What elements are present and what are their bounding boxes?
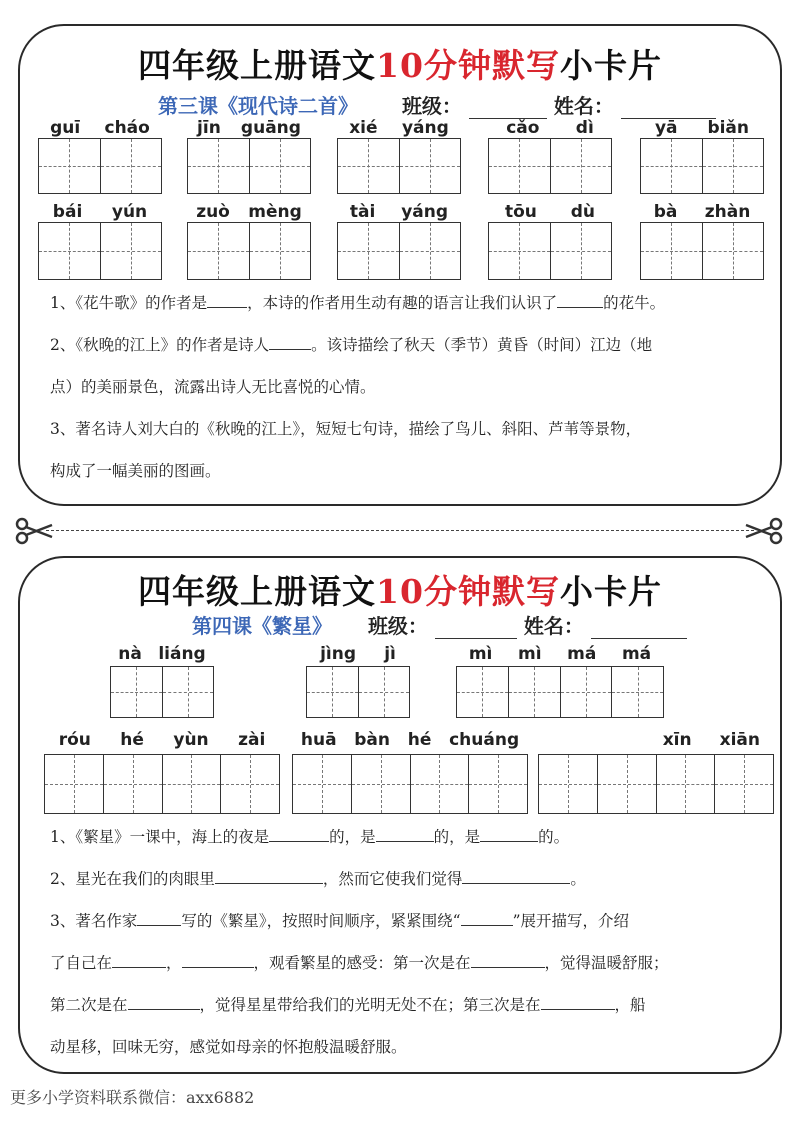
writing-box[interactable] (641, 139, 702, 193)
question-text: ，船 (614, 996, 646, 1014)
question-text: 的花牛。 (603, 294, 666, 312)
card-lesson-4 (18, 556, 782, 1074)
question-3-cont (50, 942, 760, 984)
writing-box[interactable] (468, 755, 527, 813)
question-text: ，本诗的作者用生动有趣的语言让我们认识了 (247, 294, 558, 312)
pinyin: zhàn (704, 202, 751, 222)
writing-box[interactable] (188, 139, 249, 193)
card-info (192, 610, 687, 639)
footer-contact: 更多小学资料联系微信：axx6882 (10, 1088, 255, 1107)
word-group (640, 114, 764, 194)
writing-box[interactable] (489, 139, 550, 193)
pinyin: tài (349, 202, 376, 222)
word-group (110, 640, 214, 718)
pinyin: mèng (248, 202, 302, 222)
answer-blank[interactable] (541, 995, 615, 1010)
answer-blank[interactable] (269, 335, 311, 350)
writing-box[interactable] (188, 223, 249, 279)
pinyin: chuáng (449, 730, 520, 750)
writing-box[interactable] (641, 223, 702, 279)
question-2-cont (50, 366, 760, 408)
answer-blank[interactable] (128, 995, 200, 1010)
pinyin: guāng (240, 118, 301, 138)
writing-box[interactable] (539, 755, 597, 813)
question-3 (50, 408, 760, 450)
lesson-title: 第三课《现代诗二首》 (158, 94, 358, 118)
question-2 (50, 858, 760, 900)
pinyin: yùn (173, 730, 209, 750)
question-text: 。该诗描绘了秋天（季节）黄昏（时间）江边（地 (311, 336, 653, 354)
question-3 (50, 900, 760, 942)
question-text: 3、著名作家 (50, 912, 138, 930)
pinyin: hé (120, 730, 144, 750)
question-2 (50, 324, 760, 366)
answer-blank[interactable] (215, 869, 323, 884)
word-group (38, 114, 162, 194)
pinyin: huā (300, 730, 337, 750)
writing-box[interactable] (338, 139, 399, 193)
pinyin: bà (653, 202, 678, 222)
writing-box[interactable] (307, 667, 358, 717)
pinyin: yáng (401, 118, 449, 138)
card-lesson-3 (18, 24, 782, 506)
question-text: ，觉得温暖舒服； (544, 954, 669, 972)
title-text: 四年级上册语文 (138, 46, 377, 85)
word-group (456, 640, 664, 718)
word-group (488, 198, 612, 280)
question-text: 的。 (538, 828, 570, 846)
answer-blank[interactable] (471, 953, 545, 968)
question-text: ，观看繁星的感受：第一次是在 (253, 954, 471, 972)
pinyin: má (621, 644, 652, 664)
title-text: 四年级上册语文 (138, 572, 377, 611)
writing-box[interactable] (457, 667, 508, 717)
class-blank[interactable] (435, 618, 517, 639)
word-group (488, 114, 612, 194)
pinyin: bàn (354, 730, 391, 750)
scissors-icon (744, 517, 784, 545)
question-text: 的，是 (329, 828, 376, 846)
question-text: ，觉得星星带给我们的光明无处不在；第三次是在 (199, 996, 541, 1014)
writing-box[interactable] (550, 223, 612, 279)
question-1 (50, 282, 760, 324)
question-text: 了自己在 (50, 954, 113, 972)
question-text: 3、著名诗人刘大白的《秋晚的江上》，短短七句诗，描绘了鸟儿、斜阳、芦苇等景物， (50, 420, 642, 438)
question-text: 的，是 (433, 828, 481, 846)
pinyin: yā (654, 118, 678, 138)
question-3-cont (50, 1026, 760, 1068)
writing-box[interactable] (39, 139, 100, 193)
pinyin: dì (575, 118, 594, 138)
word-group (292, 726, 528, 814)
pinyin: biǎn (707, 118, 750, 138)
writing-box[interactable] (399, 139, 461, 193)
pinyin: cháo (104, 118, 150, 138)
class-label: 班级： (401, 94, 462, 118)
questions (50, 282, 760, 492)
word-group (337, 114, 461, 194)
title-highlight: 10分钟默写 (376, 46, 560, 85)
name-blank[interactable] (591, 618, 687, 639)
question-text: ”展开描写，介绍 (512, 912, 629, 930)
writing-box[interactable] (39, 223, 100, 279)
title-suffix: 小卡片 (559, 46, 662, 85)
question-text: 。 (570, 870, 586, 888)
answer-blank[interactable] (462, 869, 570, 884)
title-suffix: 小卡片 (559, 572, 662, 611)
answer-blank[interactable] (480, 827, 538, 842)
writing-box[interactable] (100, 223, 162, 279)
pinyin: zài (238, 730, 266, 750)
word-group (306, 640, 410, 718)
writing-box[interactable] (45, 755, 103, 813)
writing-box[interactable] (550, 139, 612, 193)
word-group (337, 198, 461, 280)
word-group (44, 726, 280, 814)
pinyin: liáng (158, 644, 206, 664)
answer-blank[interactable] (376, 827, 434, 842)
writing-box[interactable] (656, 755, 715, 813)
answer-blank[interactable] (207, 293, 247, 308)
question-3-cont (50, 450, 760, 492)
writing-box[interactable] (100, 139, 162, 193)
pinyin: mì (517, 644, 542, 664)
pinyin: xié (349, 118, 378, 138)
answer-blank[interactable] (461, 911, 513, 926)
pinyin: jīn (197, 118, 221, 138)
question-text: 动星移，回味无穷，感觉如母亲的怀抱般温暖舒服。 (50, 1038, 407, 1056)
word-group (640, 198, 764, 280)
question-text: 2、星光在我们的肉眼里 (50, 870, 215, 888)
writing-box[interactable] (714, 755, 773, 813)
writing-box[interactable] (611, 667, 663, 717)
writing-box[interactable] (410, 755, 469, 813)
pinyin: xiān (719, 730, 760, 750)
question-3-cont (50, 984, 760, 1026)
writing-box[interactable] (111, 667, 162, 717)
pinyin: yún (111, 202, 148, 222)
writing-box[interactable] (249, 139, 311, 193)
word-group (187, 114, 311, 194)
class-label: 班级： (367, 614, 428, 638)
answer-blank[interactable] (557, 293, 603, 308)
answer-blank[interactable] (112, 953, 166, 968)
question-text: ，然而它使我们觉得 (322, 870, 463, 888)
word-group (38, 198, 162, 280)
writing-box[interactable] (103, 755, 162, 813)
answer-blank[interactable] (269, 827, 329, 842)
cut-line (46, 530, 754, 531)
writing-box[interactable] (220, 755, 279, 813)
question-text: 1、《花牛歌》的作者是 (50, 294, 208, 312)
answer-blank[interactable] (182, 953, 254, 968)
scissors-icon (14, 517, 54, 545)
word-group (538, 726, 774, 814)
writing-box[interactable] (508, 667, 560, 717)
question-text: 点）的美丽景色，流露出诗人无比喜悦的心情。 (50, 378, 376, 396)
pinyin: jì (384, 644, 396, 664)
writing-box[interactable] (489, 223, 550, 279)
title-highlight: 10分钟默写 (376, 572, 560, 611)
questions (50, 816, 760, 1068)
writing-box[interactable] (597, 755, 656, 813)
question-text: 写的《繁星》，按照时间顺序，紧紧围绕“ (181, 912, 461, 930)
pinyin: hé (407, 730, 432, 750)
pinyin: cǎo (506, 118, 540, 138)
writing-box[interactable] (162, 667, 214, 717)
pinyin: mì (468, 644, 493, 664)
writing-box[interactable] (399, 223, 461, 279)
pinyin: róu (58, 730, 91, 750)
answer-blank[interactable] (137, 911, 181, 926)
question-text: 构成了一幅美丽的图画。 (50, 462, 221, 480)
writing-box[interactable] (351, 755, 410, 813)
question-text: 2、《秋晚的江上》的作者是诗人 (50, 336, 270, 354)
question-text: 1、《繁星》一课中，海上的夜是 (50, 828, 270, 846)
pinyin: nà (118, 644, 142, 664)
card-title (20, 566, 780, 613)
writing-box[interactable] (338, 223, 399, 279)
writing-box[interactable] (249, 223, 311, 279)
writing-box[interactable] (358, 667, 410, 717)
pinyin: dù (570, 202, 596, 222)
writing-box[interactable] (293, 755, 351, 813)
writing-box[interactable] (702, 223, 764, 279)
pinyin: má (567, 644, 597, 664)
pinyin: jìng (320, 644, 357, 664)
pinyin: xīn (662, 730, 692, 750)
pinyin: yáng (401, 202, 449, 222)
writing-box[interactable] (702, 139, 764, 193)
question-text: ， (166, 954, 182, 972)
writing-box[interactable] (560, 667, 612, 717)
lesson-title: 第四课《繁星》 (192, 614, 332, 638)
name-label: 姓名： (553, 94, 614, 118)
name-label: 姓名： (523, 614, 584, 638)
word-group (187, 198, 311, 280)
pinyin: guī (50, 118, 81, 138)
question-text: 第二次是在 (50, 996, 128, 1014)
writing-box[interactable] (162, 755, 221, 813)
question-1 (50, 816, 760, 858)
pinyin: tōu (504, 202, 537, 222)
pinyin: zuò (196, 202, 230, 222)
card-title (20, 40, 780, 87)
pinyin: bái (52, 202, 83, 222)
